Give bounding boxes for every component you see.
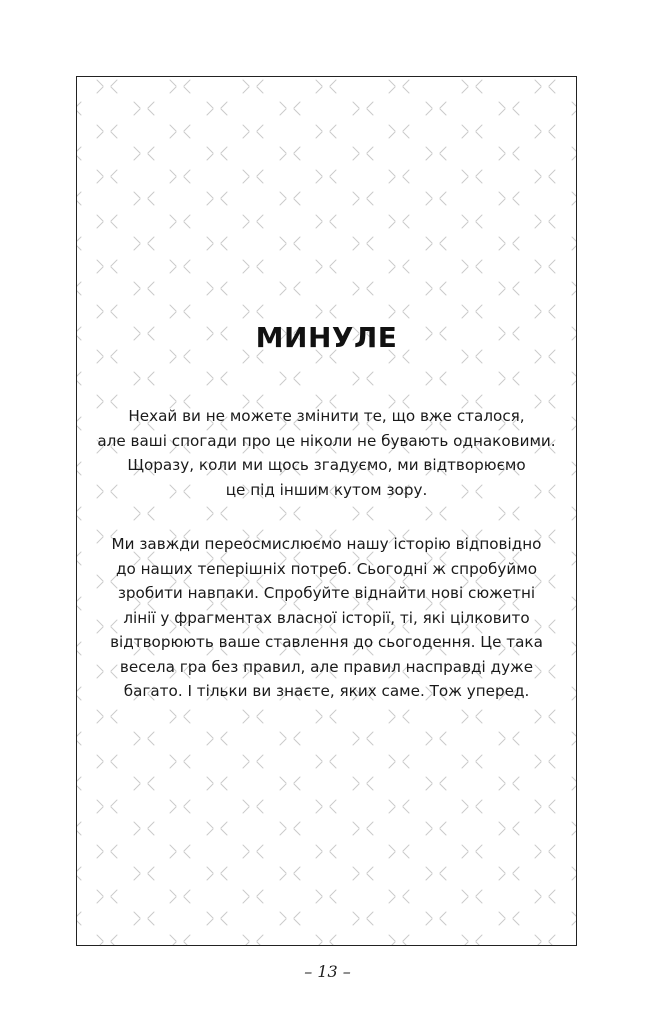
body-line: Ми завжди переосмислюємо нашу історію відповідно (111, 535, 542, 553)
page-title: МИНУЛЕ (255, 321, 398, 354)
intro-line: це під іншим кутом зору. (225, 480, 428, 499)
intro-line: але ваші спогади про це ніколи не бувають однаковими. (97, 431, 556, 450)
body-line: зробити навпаки. Спробуйте віднайти нові сюжетні (117, 584, 536, 602)
body-line: весела гра без правил, але правил насправді дуже (119, 657, 534, 676)
intro-line: Щоразу, коли ми щось згадуємо, ми відтворюємо (127, 456, 526, 474)
body-line: багато. І тільки ви знаєте, яких саме. Тож уперед. (123, 682, 530, 700)
body-line: лінії у фрагментах власної історії, ті, які цілковито (123, 608, 530, 627)
body-paragraph (87, 532, 566, 704)
body-line: до наших теперішніх потреб. Сьогодні ж спробуймо (116, 559, 537, 578)
intro-paragraph (87, 404, 566, 502)
page-number: – 13 – (304, 962, 351, 981)
page-frame (76, 76, 577, 946)
page-content (77, 77, 576, 945)
intro-line: Нехай ви не можете змінити те, що вже сталося, (128, 407, 525, 425)
body-line: відтворюють ваше ставлення до сьогодення. Це така (110, 633, 543, 651)
